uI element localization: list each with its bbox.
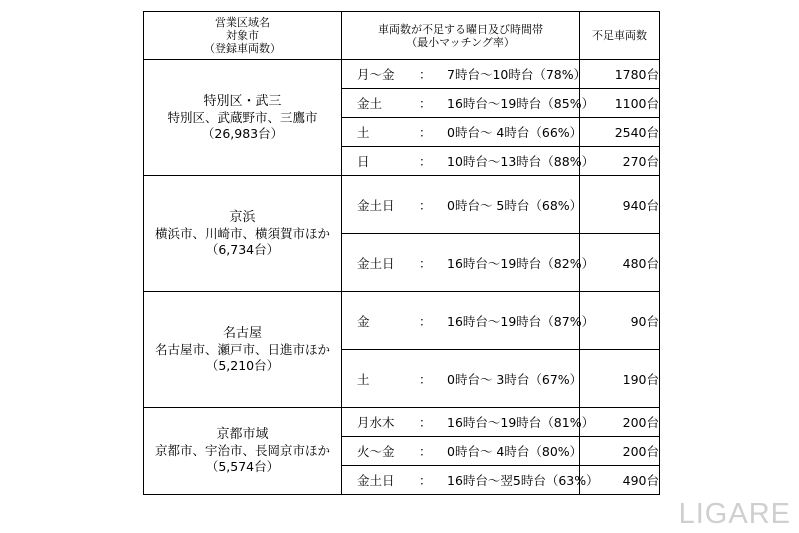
timeslot-cell	[342, 89, 595, 118]
time-range: 16時台～翌5時台（63%）	[447, 473, 599, 488]
day-label: 金土	[357, 96, 383, 111]
separator: ：	[419, 197, 432, 213]
day-label: 火～金	[357, 444, 395, 459]
day-label: 月～金	[357, 67, 395, 82]
header-region	[144, 12, 342, 60]
region-cell	[144, 408, 342, 495]
header-shortage-count: 不足車両数	[580, 12, 660, 60]
table-row	[144, 60, 660, 89]
header-region-line3: （登録車両数）	[204, 42, 281, 55]
day-label: 土	[357, 371, 370, 387]
timeslot-cell	[342, 408, 595, 437]
region-name: 京浜	[229, 209, 256, 225]
region-cities: 名古屋市、瀬戸市、日進市ほか	[154, 341, 330, 357]
separator: ：	[419, 154, 432, 169]
shortage-count: 940台	[580, 176, 660, 234]
time-range: 0時台～ 3時台（67%）	[447, 371, 583, 387]
time-range: 16時台～19時台（82%）	[447, 255, 595, 271]
day-label: 土	[357, 125, 370, 140]
time-range: 16時台～19時台（81%）	[447, 415, 595, 430]
timeslot-cell	[342, 350, 583, 408]
day-label: 金	[357, 313, 370, 329]
shortage-count: 200台	[580, 437, 660, 466]
shortage-count: 90台	[580, 292, 660, 350]
header-region-line1: 営業区域名	[215, 16, 270, 29]
shortage-count: 190台	[580, 350, 660, 408]
shortage-count: 1780台	[580, 60, 660, 89]
timeslot-cell	[342, 118, 583, 147]
region-cities: 横浜市、川崎市、横須賀市ほか	[154, 225, 330, 241]
day-label: 金土日	[357, 197, 395, 213]
separator: ：	[419, 371, 432, 387]
region-cities: 特別区、武蔵野市、三鷹市	[167, 109, 318, 125]
timeslot-cell	[342, 147, 595, 176]
day-label: 日	[357, 154, 370, 169]
region-name: 特別区・武三	[203, 93, 282, 109]
time-range: 0時台～ 4時台（80%）	[447, 444, 583, 459]
separator: ：	[419, 67, 432, 82]
taxi-shortage-table	[143, 11, 660, 495]
region-registered: （5,574台）	[205, 459, 280, 474]
separator: ：	[419, 444, 432, 459]
time-range: 16時台～19時台（87%）	[447, 313, 595, 329]
timeslot-cell	[342, 466, 599, 495]
region-registered: （5,210台）	[205, 357, 280, 373]
header-timeslot-line1: 車両数が不足する曜日及び時間帯	[378, 22, 543, 36]
table-row	[144, 292, 660, 350]
header-timeslot-line2: （最小マッチング率）	[406, 35, 515, 49]
region-cities: 京都市、宇治市、長岡京市ほか	[154, 443, 330, 458]
separator: ：	[419, 473, 432, 488]
time-range: 10時台～13時台（88%）	[447, 154, 595, 169]
ligare-logo: LIGARE	[678, 498, 791, 530]
region-cell	[144, 176, 342, 292]
region-registered: （6,734台）	[205, 241, 280, 257]
time-range: 0時台～ 5時台（68%）	[447, 197, 583, 213]
separator: ：	[419, 125, 432, 140]
timeslot-cell	[342, 437, 583, 466]
table-row	[144, 408, 660, 437]
shortage-count: 270台	[580, 147, 660, 176]
day-label: 金土日	[357, 255, 395, 271]
separator: ：	[419, 415, 432, 430]
shortage-count: 480台	[580, 234, 660, 292]
timeslot-cell	[342, 234, 595, 292]
separator: ：	[419, 313, 432, 329]
timeslot-cell	[342, 176, 583, 234]
day-label: 月水木	[357, 415, 395, 430]
time-range: 16時台～19時台（85%）	[447, 96, 595, 111]
shortage-count: 2540台	[580, 118, 660, 147]
time-range: 0時台～ 4時台（66%）	[447, 125, 583, 140]
shortage-count: 490台	[580, 466, 660, 495]
header-timeslot	[342, 12, 580, 60]
time-range: 7時台～10時台（78%）	[447, 67, 587, 82]
timeslot-cell	[342, 292, 595, 350]
header-row	[144, 12, 660, 60]
shortage-count: 1100台	[580, 89, 660, 118]
region-cell	[144, 60, 342, 176]
region-name: 名古屋	[222, 325, 262, 341]
header-region-line2: 対象市	[226, 29, 259, 42]
table-row	[144, 176, 660, 234]
region-cell	[144, 292, 342, 408]
day-label: 金土日	[357, 473, 395, 488]
region-name: 京都市域	[216, 427, 269, 442]
timeslot-cell	[342, 60, 587, 89]
separator: ：	[419, 255, 432, 271]
shortage-count: 200台	[580, 408, 660, 437]
separator: ：	[419, 96, 432, 111]
region-registered: （26,983台）	[201, 125, 284, 141]
